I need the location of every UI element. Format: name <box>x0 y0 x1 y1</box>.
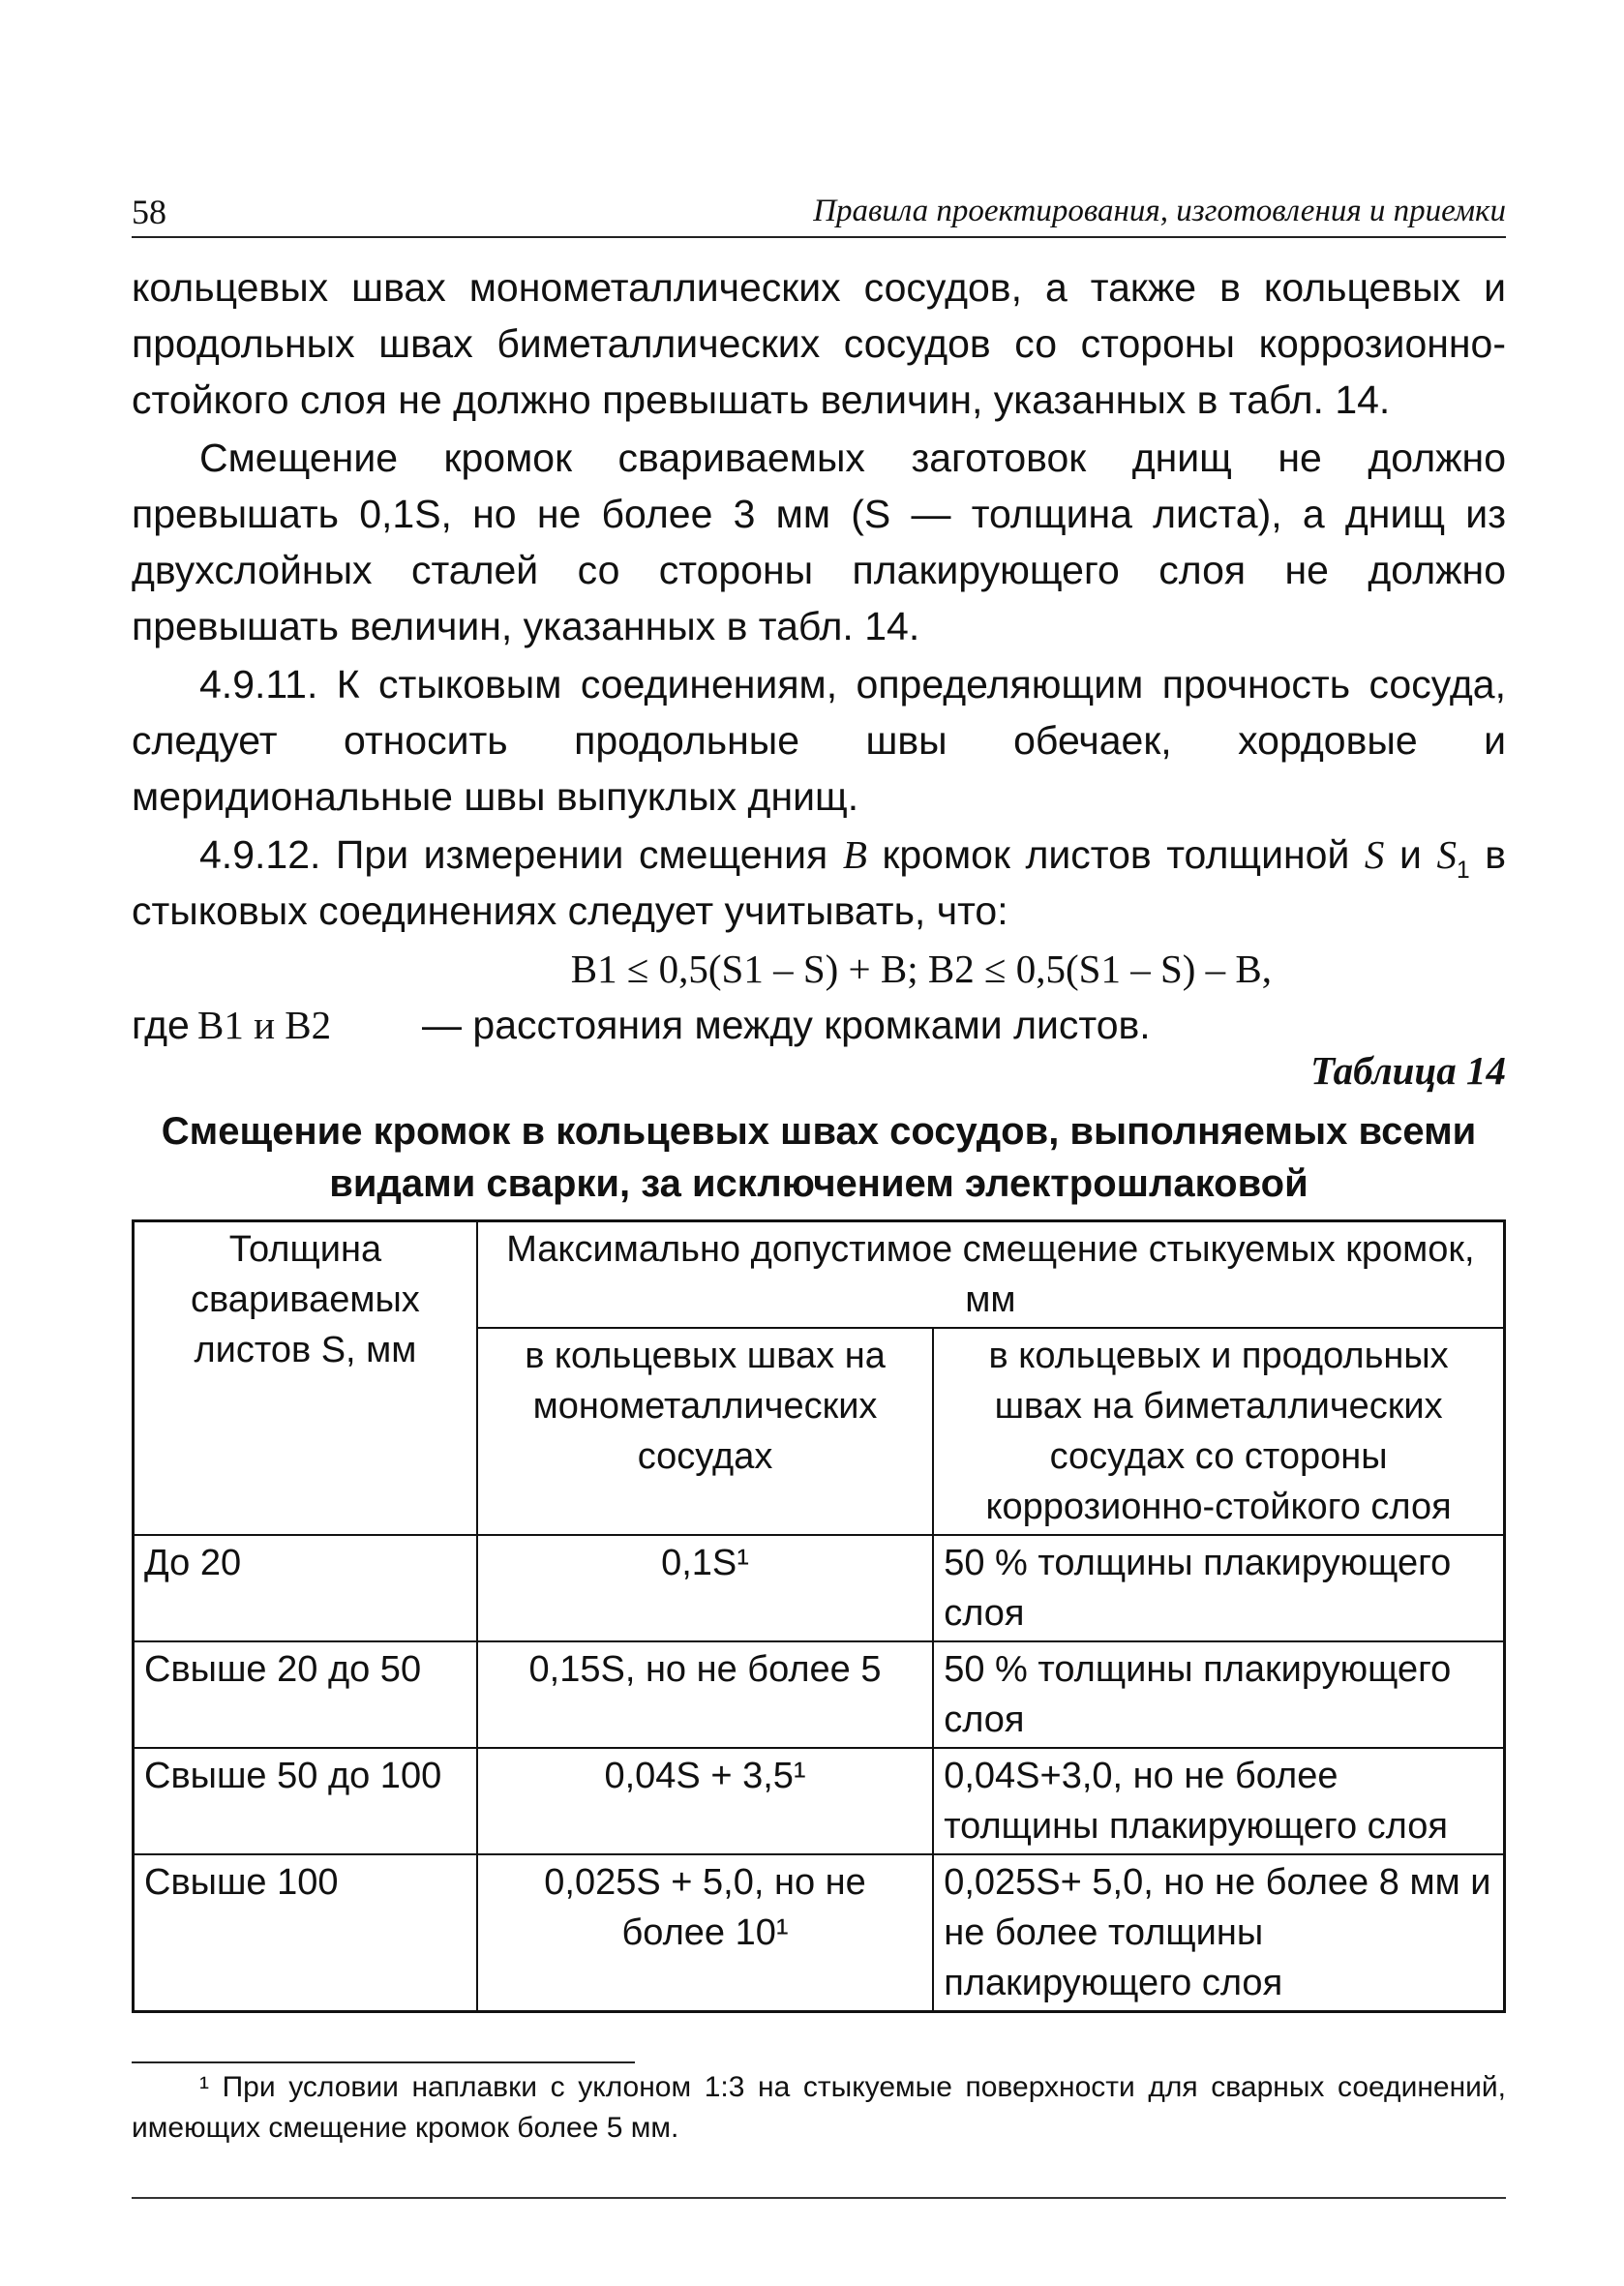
page-header <box>132 190 1506 238</box>
formula-legend <box>132 997 1506 1053</box>
cell-bimetal: 50 % толщины плакирующего слоя <box>933 1641 1504 1748</box>
running-title: Правила проектирования, изготовления и приемки <box>813 194 1506 228</box>
table-row <box>134 1854 1505 2012</box>
cell-bimetal: 50 % толщины плакирующего слоя <box>933 1535 1504 1641</box>
body-text <box>132 259 1506 1053</box>
header-max-offset: Максимально допустимое смещение стыкуемых кромок, мм <box>477 1221 1505 1329</box>
table-row <box>134 1535 1505 1641</box>
header-thickness: Толщина свариваемых листов S, мм <box>134 1221 477 1536</box>
paragraph-2: Смещение кромок свариваемых заготовок днищ не должно превышать 0,1S, но не более 3 мм (S — толщина листа), а днищ из двухслойных сталей со стороны плакирующего слоя не должно превышать величин, указанных в табл. 14. <box>132 436 1506 648</box>
cell-thickness: Свыше 100 <box>134 1854 477 2012</box>
footnote-divider <box>132 2061 635 2063</box>
header-mono: в кольцевых швах на монометаллических сосудах <box>477 1328 933 1535</box>
cell-mono: 0,025S + 5,0, но не более 10¹ <box>477 1854 933 2012</box>
paragraph-3: 4.9.11. К стыковым соединениям, определяющим прочность сосуда, следует относить продольные швы обечаек, хордовые и меридиональные швы выпуклых днищ. <box>132 662 1506 819</box>
cell-mono: 0,04S + 3,5¹ <box>477 1748 933 1854</box>
where-text: — расстояния между кромками листов. <box>422 1003 1151 1047</box>
cell-thickness: Свыше 20 до 50 <box>134 1641 477 1748</box>
cell-mono: 0,1S¹ <box>477 1535 933 1641</box>
cell-bimetal: 0,04S+3,0, но не более толщины плакирующего слоя <box>933 1748 1504 1854</box>
table-label: Таблица 14 <box>1310 1048 1506 1093</box>
table-caption: Смещение кромок в кольцевых швах сосудов, выполняемых всеми видами сварки, за исключением электрошлаковой <box>161 1110 1477 1205</box>
where-word: где <box>132 1003 190 1047</box>
cell-mono: 0,15S, но не более 5 <box>477 1641 933 1748</box>
header-bimetal: в кольцевых и продольных швах на биметаллических сосудах со стороны коррозионно-стойкого слоя <box>933 1328 1504 1535</box>
cell-thickness: Свыше 50 до 100 <box>134 1748 477 1854</box>
page-number: 58 <box>132 193 166 231</box>
cell-bimetal: 0,025S+ 5,0, но не более 8 мм и не более толщины плакирующего слоя <box>933 1854 1504 2012</box>
where-vars: B1 и B2 <box>197 1003 332 1047</box>
table-row <box>134 1641 1505 1748</box>
footnote: ¹ При условии наплавки с уклоном 1:3 на стыкуемые поверхности для сварных соединений, имеющих смещение кромок более 5 мм. <box>132 2071 1506 2144</box>
offset-table <box>132 1219 1506 2013</box>
cell-thickness: До 20 <box>134 1535 477 1641</box>
table-header-row <box>134 1221 1505 1329</box>
formula: B1 ≤ 0,5(S1 – S) + B; B2 ≤ 0,5(S1 – S) – B, <box>570 947 1272 991</box>
paragraph-1: кольцевых швах монометаллических сосудов, а также в кольцевых и продольных швах биметаллических сосудов со стороны коррозионно-стойкого слоя не должно превышать величин, указанных в табл. 14. <box>132 265 1506 422</box>
bottom-divider <box>132 2197 1506 2199</box>
paragraph-4: 4.9.12. При измерении смещения B кромок листов толщиной S и $S_1$ в стыковых соединениях следует учитывать, что: <box>132 832 1506 933</box>
table-row <box>134 1748 1505 1854</box>
